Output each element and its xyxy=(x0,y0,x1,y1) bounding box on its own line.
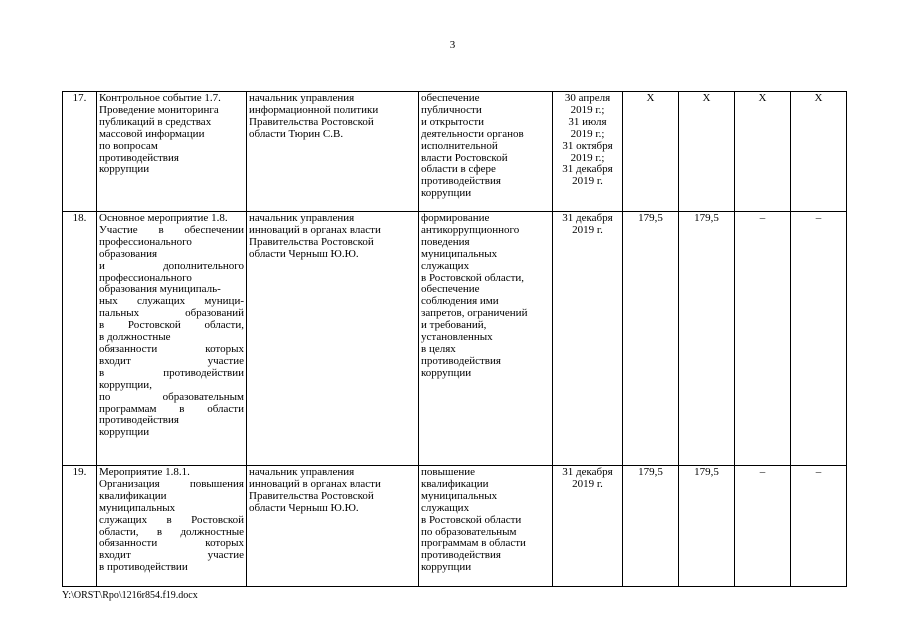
expected-result-line: повышение xyxy=(421,466,475,478)
funding-cell: Х xyxy=(735,92,791,212)
expected-result-line: коррупции xyxy=(421,366,472,379)
activity-name-line: Контрольное событие 1.7. xyxy=(99,92,221,104)
expected-result-line: муниципальных xyxy=(421,247,498,260)
expected-result-line: публичности xyxy=(421,103,482,116)
expected-result-line: по образовательным xyxy=(421,525,517,538)
funding-cell: 179,5 xyxy=(623,212,679,466)
expected-result-line: обеспечение xyxy=(421,283,480,296)
deadline-date-line: 2019 г.; xyxy=(570,103,605,116)
activity-name-line: Мероприятие 1.8.1. xyxy=(99,466,190,478)
activity-name-line: обязанности которых xyxy=(99,342,244,355)
expected-result-line: и требований, xyxy=(421,319,487,332)
expected-result-line: антикоррупционного xyxy=(421,223,520,236)
deadline-date-line: 31 октября xyxy=(562,139,613,152)
activity-name-line: входит участие xyxy=(99,549,244,562)
deadline-date-line: 2019 г. xyxy=(572,223,603,236)
expected-result-line: противодействия xyxy=(421,354,501,367)
deadline-date-line: 30 апреля xyxy=(564,92,611,104)
activity-name-line: коррупции xyxy=(99,163,150,176)
activity-name-line: и дополнительного xyxy=(99,259,244,272)
page-number: 3 xyxy=(449,39,456,51)
activities-table xyxy=(62,91,847,587)
table-row xyxy=(63,212,847,466)
responsible-person-line: инноваций в органах власти xyxy=(249,223,381,236)
activity-name-line: противодействия xyxy=(99,414,179,427)
funding-cell: 179,5 xyxy=(679,212,735,466)
responsible-person-line: области Черныш Ю.Ю. xyxy=(249,247,359,260)
expected-result-line: программам в области xyxy=(421,537,526,550)
activity-name-line: по образовательным xyxy=(99,390,244,403)
expected-result xyxy=(419,466,553,587)
deadline-date xyxy=(553,466,623,587)
activity-name-line: профессионального xyxy=(99,235,192,248)
expected-result-line: в Ростовской области xyxy=(421,513,522,526)
responsible-person-line: инноваций в органах власти xyxy=(249,477,381,490)
activity-name-line: в противодействии xyxy=(99,561,188,574)
deadline-date-line: 31 декабря xyxy=(562,466,613,478)
expected-result-line: установленных xyxy=(421,331,493,344)
activity-name-line: Проведение мониторинга xyxy=(99,103,219,116)
activity-name-line: программам в области xyxy=(99,402,244,415)
funding-cell: 179,5 xyxy=(623,466,679,587)
activity-name-line: в должностные xyxy=(99,331,171,344)
responsible-person-line: области Тюрин С.В. xyxy=(249,127,344,140)
expected-result-line: исполнительной xyxy=(421,139,498,152)
responsible-person-line: области Черныш Ю.Ю. xyxy=(249,501,359,514)
funding-cell: Х xyxy=(791,92,847,212)
deadline-date xyxy=(553,92,623,212)
expected-result-line: запретов, ограничений xyxy=(421,307,528,320)
expected-result-line: коррупции xyxy=(421,187,472,200)
activity-name-line: муниципальных xyxy=(99,501,176,514)
expected-result-line: в целях xyxy=(421,342,456,355)
deadline-date xyxy=(553,212,623,466)
activity-name-line: публикаций в средствах xyxy=(99,115,212,128)
expected-result-line: квалификации xyxy=(421,477,489,490)
activity-name-line: противодействия xyxy=(99,151,179,164)
activity-name-line: области, в должностные xyxy=(99,525,244,538)
activity-name-line: квалификации xyxy=(99,489,167,502)
expected-result-line: соблюдения ими xyxy=(421,295,499,308)
expected-result-line: коррупции xyxy=(421,561,472,574)
expected-result-line: поведения xyxy=(421,235,470,248)
expected-result-line: в Ростовской области, xyxy=(421,271,525,284)
expected-result-line: противодействия xyxy=(421,175,501,188)
deadline-date-line: 2019 г. xyxy=(572,477,603,490)
table-row xyxy=(63,466,847,587)
responsible-person-line: начальник управления xyxy=(249,212,355,224)
expected-result-line: противодействия xyxy=(421,549,501,562)
expected-result-line: обеспечение xyxy=(421,92,480,104)
deadline-date-line: 31 июля xyxy=(568,115,607,128)
responsible-person-line: начальник управления xyxy=(249,466,355,478)
funding-cell: – xyxy=(791,466,847,587)
file-path: Y:\ORST\Rpo\1216r854.f19.docx xyxy=(62,590,198,601)
activity-name xyxy=(97,92,247,212)
activity-name-line: обязанности которых xyxy=(99,537,244,550)
row-number: 19. xyxy=(63,466,97,587)
activity-name-line: массовой информации xyxy=(99,127,205,140)
responsible-person-line: начальник управления xyxy=(249,92,355,104)
funding-cell: Х xyxy=(679,92,735,212)
responsible-person xyxy=(247,212,419,466)
activity-name xyxy=(97,466,247,587)
expected-result-line: муниципальных xyxy=(421,489,498,502)
activity-name-line: Участие в обеспечении xyxy=(99,223,244,236)
deadline-date-line: 31 декабря xyxy=(562,163,613,176)
expected-result-line: служащих xyxy=(421,259,470,272)
activity-name-line: профессионального xyxy=(99,271,192,284)
table-row xyxy=(63,92,847,212)
expected-result-line: служащих xyxy=(421,501,470,514)
deadline-date-line: 31 декабря xyxy=(562,212,613,224)
responsible-person-line: Правительства Ростовской xyxy=(249,115,374,128)
activity-name-line: Основное мероприятие 1.8. xyxy=(99,212,228,224)
responsible-person xyxy=(247,92,419,212)
funding-cell: – xyxy=(735,466,791,587)
activity-name-line: Организация повышения xyxy=(99,477,244,490)
funding-cell: Х xyxy=(623,92,679,212)
row-number: 18. xyxy=(63,212,97,466)
activity-name-line: по вопросам xyxy=(99,139,158,152)
activity-name-line: коррупции, xyxy=(99,378,152,391)
expected-result xyxy=(419,92,553,212)
responsible-person-line: информационной политики xyxy=(249,103,379,116)
expected-result-line: деятельности органов xyxy=(421,127,524,140)
activity-name-line: коррупции xyxy=(99,426,150,439)
activity-name-line: ных служащих муници- xyxy=(99,295,244,308)
funding-cell: – xyxy=(735,212,791,466)
activity-name-line: служащих в Ростовской xyxy=(99,513,244,526)
deadline-date-line: 2019 г. xyxy=(572,175,603,188)
activity-name-line: входит участие xyxy=(99,354,244,367)
deadline-date-line: 2019 г.; xyxy=(570,151,605,164)
expected-result-line: формирование xyxy=(421,212,490,224)
activity-name-line: в Ростовской области, xyxy=(99,319,244,332)
expected-result-line: власти Ростовской xyxy=(421,151,508,164)
activity-name-line: образования муниципаль- xyxy=(99,283,221,296)
activity-name xyxy=(97,212,247,466)
expected-result-line: области в сфере xyxy=(421,163,496,176)
deadline-date-line: 2019 г.; xyxy=(570,127,605,140)
activity-name-line: пальных образований xyxy=(99,307,244,320)
row-number: 17. xyxy=(63,92,97,212)
funding-cell: 179,5 xyxy=(679,466,735,587)
funding-cell: – xyxy=(791,212,847,466)
responsible-person xyxy=(247,466,419,587)
expected-result-line: и открытости xyxy=(421,115,485,128)
expected-result xyxy=(419,212,553,466)
activity-name-line: в противодействии xyxy=(99,366,244,379)
responsible-person-line: Правительства Ростовской xyxy=(249,235,374,248)
responsible-person-line: Правительства Ростовской xyxy=(249,489,374,502)
activity-name-line: образования xyxy=(99,247,158,260)
